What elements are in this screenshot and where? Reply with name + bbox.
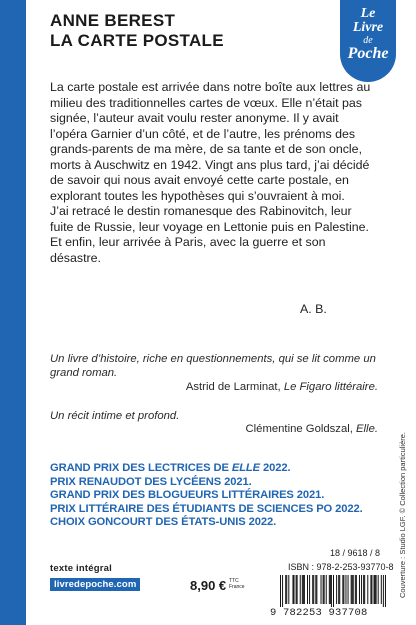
prize-list — [50, 462, 380, 530]
quote-2-author: Clémentine Goldszal, — [245, 423, 353, 435]
prize-3: GRAND PRIX DES BLOGUEURS LITTÉRAIRES 2021. — [50, 489, 325, 502]
quote-1-attribution — [186, 381, 378, 393]
press-quote-2: Un récit intime et profond. — [50, 410, 180, 422]
press-quote-1: Un livre d’histoire, riche en questionnements, qui se lit comme un grand roman. — [50, 353, 376, 379]
logo-line-3: de — [363, 35, 373, 46]
quote-1-source: Le Figaro littéraire. — [283, 381, 378, 393]
prize-2: PRIX RENAUDOT DES LYCÉENS 2021. — [50, 475, 252, 488]
price-note — [229, 578, 245, 590]
prize-1 — [50, 462, 380, 476]
isbn: ISBN : 978-2-253-93770-8 — [288, 562, 394, 572]
quote-1-author: Astrid de Larminat, — [185, 381, 281, 393]
price-note-france: France — [229, 584, 245, 590]
prize-4: PRIX LITTÉRAIRE DES ÉTUDIANTS DE SCIENCES PO 2022. — [50, 502, 363, 515]
logo-line-4: Poche — [347, 45, 389, 62]
prize-5: CHOIX GONCOURT DES ÉTATS-UNIS 2022. — [50, 516, 277, 529]
quote-2-source: Elle. — [356, 423, 378, 435]
cover-credit: Couverture : Studio LGF. © Collection particulière. — [398, 431, 407, 598]
book-summary — [50, 80, 375, 266]
texte-integral-label: texte intégral — [50, 563, 112, 574]
book-title: LA CARTE POSTALE — [50, 31, 224, 50]
summary-signature: A. B. — [300, 302, 327, 316]
website-link[interactable]: livredepoche.com — [50, 578, 140, 591]
price: 8,90 € — [190, 578, 227, 593]
quote-2-attribution — [246, 423, 379, 435]
author-name: ANNE BEREST — [50, 11, 176, 30]
logo-line-2: Livre — [352, 20, 384, 35]
product-code: 18 / 9618 / 8 — [329, 548, 380, 558]
prize-1-magazine: ELLE — [231, 462, 261, 474]
barcode-icon — [280, 575, 386, 607]
barcode-number: 9 782253 937708 — [270, 607, 368, 619]
prize-1-year: 2022. — [260, 462, 291, 474]
publisher-logo — [340, 0, 396, 82]
summary-paragraph-2: J’ai retracé le destin romanesque des Rabinovitch, leur fuite de Russie, leur voyage en Lettonie puis en Palestine. Et enfin, leur arrivée à Paris, avec la guerre et son désastre. — [50, 204, 369, 265]
summary-paragraph-1: La carte postale est arrivée dans notre boîte aux lettres au milieu des traditionnelles cartes de vœux. Elle n’était pas signée, l’auteur avait voulu rester anonyme. Il y avait l’opéra Garnier d’un côté, et de l’autre, les prénoms des grands-parents de ma mère, de sa tante et de son oncle, morts à Auschwitz en 1942. Vingt ans plus tard, j’ai décidé de savoir qui nous avait envoyé cette carte postale, en explorant toutes les hypothèses qui s’ouvraient à moi. — [50, 80, 371, 203]
prize-1-text: GRAND PRIX DES LECTRICES DE — [50, 462, 232, 474]
price-note-ttc: TTC — [229, 578, 239, 584]
blue-side-bar — [0, 0, 26, 625]
logo-line-1: Le — [360, 6, 376, 21]
